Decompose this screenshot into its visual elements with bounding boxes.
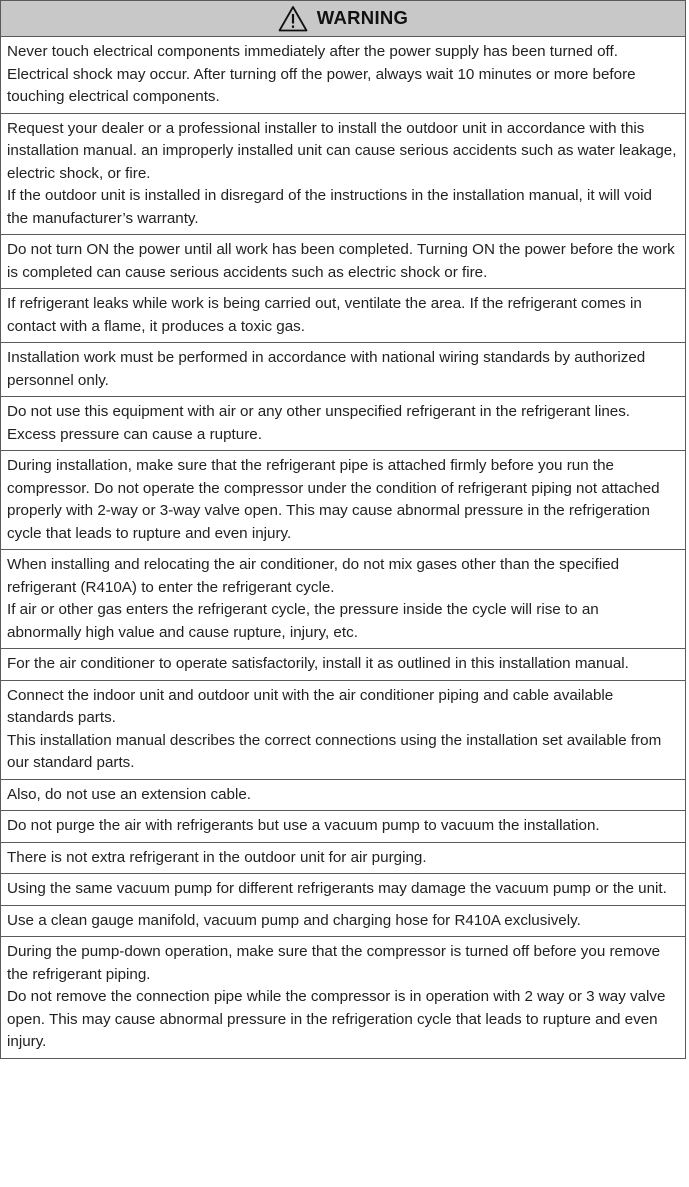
warning-item xyxy=(1,811,685,843)
warning-title: WARNING xyxy=(316,7,409,29)
warning-text: Connect the indoor unit and outdoor unit with the air conditioner piping and cable available standards parts. xyxy=(7,686,618,726)
warning-text: If air or other gas enters the refrigerant cycle, the pressure inside the cycle will rise to an abnormally high value and cause rupture, injury, etc. xyxy=(7,601,603,641)
warning-item xyxy=(1,343,685,397)
warning-text: There is not extra refrigerant in the outdoor unit for air purging. xyxy=(7,848,427,866)
warning-item xyxy=(1,780,685,812)
warning-item xyxy=(1,37,685,114)
warning-text: Request your dealer or a professional installer to install the outdoor unit in accordance with this installation manual. an improperly installed unit can cause serious accidents such as water leakage, electric shock, or fire. xyxy=(7,119,681,182)
warning-item xyxy=(1,649,685,681)
warning-text: Excess pressure can cause a rupture. xyxy=(7,425,262,443)
warning-list xyxy=(1,37,685,1058)
warning-header xyxy=(1,1,685,37)
warning-item xyxy=(1,550,685,649)
warning-text: This installation manual describes the correct connections using the installation set available from our standard parts. xyxy=(7,731,666,771)
warning-item xyxy=(1,681,685,780)
warning-text: Do not use this equipment with air or any other unspecified refrigerant in the refrigerant lines. xyxy=(7,403,631,420)
warning-triangle-icon xyxy=(278,5,308,32)
warning-item xyxy=(1,906,685,938)
warning-text: Installation work must be performed in accordance with national wiring standards by authorized personnel only. xyxy=(7,349,650,389)
warning-item xyxy=(1,451,685,550)
warning-text: Do not remove the connection pipe while the compressor is in operation with 2 way or 3 way valve open. This may cause abnormal pressure in the refrigeration cycle that leads to rupture and even injury. xyxy=(7,988,670,1050)
warning-text: Never touch electrical components immediately after the power supply has been turned off. Electrical shock may occur. After turning off the power, always wait 10 minutes or more before touching electrical components. xyxy=(7,43,640,105)
warning-text: Do not turn ON the power until all work has been completed. Turning ON the power before the work is completed can cause serious accidents such as electric shock or fire. xyxy=(7,241,679,281)
warning-text: During the pump-down operation, make sure that the compressor is turned off before you remove the refrigerant piping. xyxy=(7,943,665,983)
warning-text: For the air conditioner to operate satisfactorily, install it as outlined in this installation manual. xyxy=(7,655,629,672)
warning-text: Using the same vacuum pump for different refrigerants may damage the vacuum pump or the unit. xyxy=(7,880,667,897)
warning-text: Use a clean gauge manifold, vacuum pump and charging hose for R410A exclusively. xyxy=(7,911,581,929)
warning-item xyxy=(1,397,685,451)
warning-item xyxy=(1,114,685,236)
warning-item xyxy=(1,289,685,343)
warning-item xyxy=(1,874,685,906)
warning-text: When installing and relocating the air conditioner, do not mix gases other than the specified refrigerant (R410A) to enter the refrigerant cycle. xyxy=(7,556,624,596)
warning-text: Also, do not use an extension cable. xyxy=(7,785,252,803)
warning-text: During installation, make sure that the refrigerant pipe is attached firmly before you run the compressor. Do not operate the compressor under the condition of refrigerant piping not attached properly with 2-way or 3-way valve open. This may cause abnormal pressure in the refrigeration cycle that leads to rupture and even injury. xyxy=(7,457,664,542)
warning-text: If the outdoor unit is installed in disregard of the instructions in the installation manual, it will void the manufacturer’s warranty. xyxy=(7,187,657,227)
warning-text: Do not purge the air with refrigerants but use a vacuum pump to vacuum the installation. xyxy=(7,817,600,834)
warning-text: If refrigerant leaks while work is being carried out, ventilate the area. If the refrigerant comes in contact with a flame, it produces a toxic gas. xyxy=(7,295,647,335)
warning-item xyxy=(1,235,685,289)
warning-item xyxy=(1,843,685,875)
warning-item xyxy=(1,937,685,1058)
